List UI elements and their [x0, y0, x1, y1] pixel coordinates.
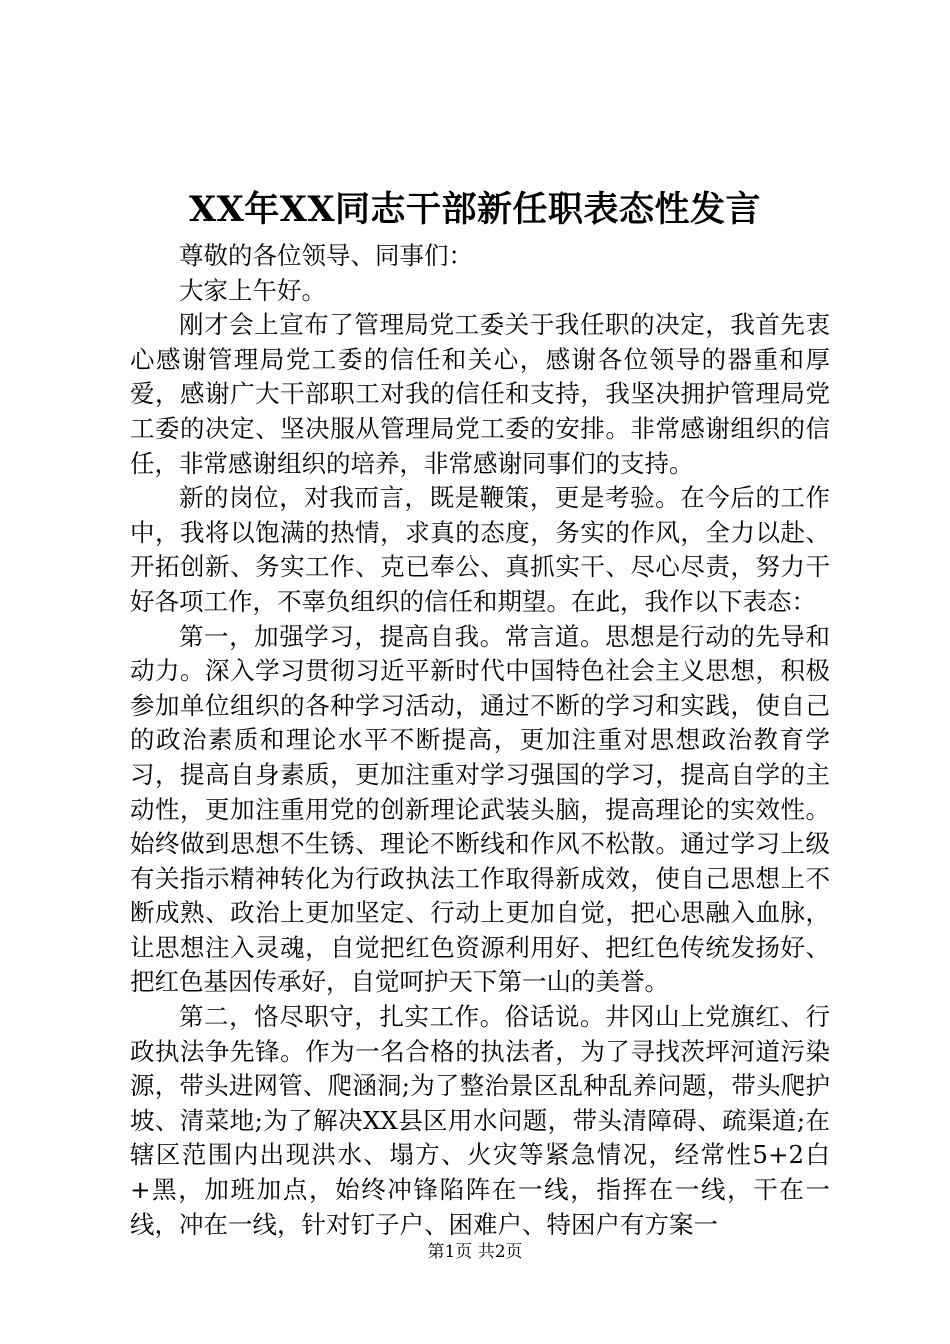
- paragraph: 第二，恪尽职守，扎实工作。俗话说。井冈山上党旗红、行政执法争先锋。作为一名合格的执法者，为了寻找茨坪河道污染源，带头进网管、爬涵洞;为了整治景区乱种乱养问题，带头爬护坡、清菜地;为了解决XX县区用水问题，带头清障碍、疏渠道;在辖区范围内出现洪水、塌方、火灾等紧急情况，经常性5+2白+黑，加班加点，始终冲锋陷阵在一线，指挥在一线，干在一线，冲在一线，针对钉子户、困难户、特困户有方案一: [130, 1002, 830, 1239]
- paragraph: 新的岗位，对我而言，既是鞭策，更是考验。在今后的工作中，我将以饱满的热情，求真的态度，务实的作风，全力以赴、开拓创新、务实工作、克已奉公、真抓实干、尽心尽责，努力干好各项工作，不辜负组织的信任和期望。在此，我作以下表态：: [130, 483, 830, 616]
- page-footer: 第1页 共2页: [427, 1242, 523, 1262]
- paragraph: 刚才会上宣布了管理局党工委关于我任职的决定，我首先衷心感谢管理局党工委的信任和关心，感谢各位领导的器重和厚爱，感谢广大干部职工对我的信任和支持，我坚决拥护管理局党工委的决定、坚决服从管理局党工委的安排。非常感谢组织的信任，非常感谢组织的培养，非常感谢同事们的支持。: [130, 310, 830, 478]
- paragraph: 第一，加强学习，提高自我。常言道。思想是行动的先导和动力。深入学习贯彻习近平新时代中国特色社会主义思想，积极参加单位组织的各种学习活动，通过不断的学习和实践，使自己的政治素质和理论水平不断提高，更加注重对思想政治教育学习，提高自身素质，更加注重对学习强国的学习，提高自学的主动性，更加注重用党的创新理论武装头脑，提高理论的实效性。始终做到思想不生锈、理论不断线和作风不松散。通过学习上级有关指示精神转化为行政执法工作取得新成效，使自己思想上不断成熟、政治上更加坚定、行动上更加自觉，把心思融入血脉，让思想注入灵魂，自觉把红色资源利用好、把红色传统发扬好、把红色基因传承好，自觉呵护天下第一山的美誉。: [130, 621, 830, 997]
- document-body: [130, 239, 830, 1242]
- salutation: 尊敬的各位领导、同事们：: [179, 241, 473, 270]
- document-title: XX年XX同志干部新任职表态性发言: [188, 189, 762, 230]
- greeting: 大家上午好。: [179, 275, 326, 305]
